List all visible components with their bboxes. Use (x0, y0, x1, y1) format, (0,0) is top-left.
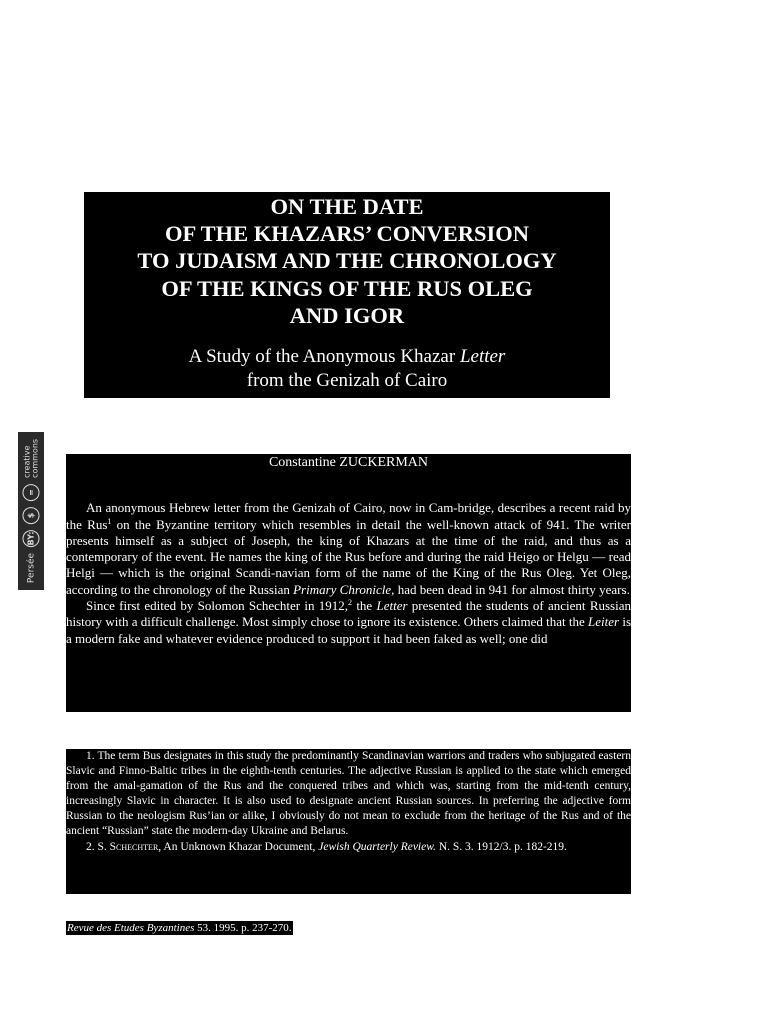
footnote-ref[interactable]: 1 (107, 516, 112, 526)
footnote-2: 2. S. Schechter, An Unknown Khazar Document, Jewish Quarterly Review. N. S. 3. 1912/3. p. 182-219. (86, 840, 567, 853)
title-line: TO JUDAISM AND THE CHRONOLOGY (137, 248, 557, 274)
body-text-block (66, 454, 631, 712)
creative-commons-label: creative commons (22, 438, 39, 478)
footnote-ref[interactable]: 2 (348, 598, 353, 608)
title-line: OF THE KINGS OF THE RUS OLEG (161, 275, 533, 301)
nc-icon: $ (23, 507, 40, 524)
author-name: Constantine ZUCKERMAN (268, 455, 429, 470)
persee-label: Persée (26, 552, 36, 584)
footnote-1: 1. The term Bus designates in this study the predominantly Scandinavian warriors and traders who subjugated eastern Slavic and Finno-Baltic tribes in the eighth-tenth centuries. The adjective Russian is applied to the state which emerged from the amal-gamation of the Rus and the conquered tribes and which was, starting from the mid-tenth century, increasingly Slavic in character. It is also used to designate ancient Russian sources. In preferring the adjective form Russian to the neologism Rus’ian or alike, I obviously do not mean to exclude from the heritage of the Rus and of the ancient “Russian” state the modern-day Ukraine and Belarus. (66, 750, 631, 838)
article-subtitle: A Study of the Anonymous Khazar Letter from the Genizah of Cairo (188, 346, 506, 392)
title-line: OF THE KHAZARS’ CONVERSION (164, 221, 529, 247)
paragraph-2: Since first edited by Solomon Schechter in 1912,$^2$ the Letter presented the students of ancient Russian history with a difficult challenge. Most simply chose to ignore its existence. Others claimed that the Leiter is a modern fake and whatever evidence produced to support it had been faked as well; one did (66, 598, 632, 646)
title-block (84, 192, 610, 398)
article-title (84, 192, 610, 329)
nd-icon: = (23, 484, 40, 501)
journal-citation: Revue des Etudes Byzantines 53. 1995. p. 237-270. (67, 922, 292, 934)
footnotes-block (66, 749, 631, 894)
by-icon: BY: (23, 530, 40, 547)
title-line: AND IGOR (289, 302, 405, 328)
paragraph-1: An anonymous Hebrew letter from the Genizah of Cairo, now in Cam-bridge, describes a recent raid by the Rus$^1$ on the Byzantine territory which resembles in detail the well-known attack of 941. The writer presents himself as a subject of Joseph, the king of Khazars at the time of the raid, and thus as a contemporary of the event. He names the king of the Rus before and during the raid Heigo or Helgu — read Helgi — which is the original Scandi-navian form of the name of the King of the Rus Oleg. Yet Oleg, according to the chronology of the Russian Primary Chronicle, had been dead in 941 for almost thirty years. (66, 500, 631, 597)
title-line: ON THE DATE (270, 194, 424, 219)
license-badge[interactable] (18, 432, 44, 590)
